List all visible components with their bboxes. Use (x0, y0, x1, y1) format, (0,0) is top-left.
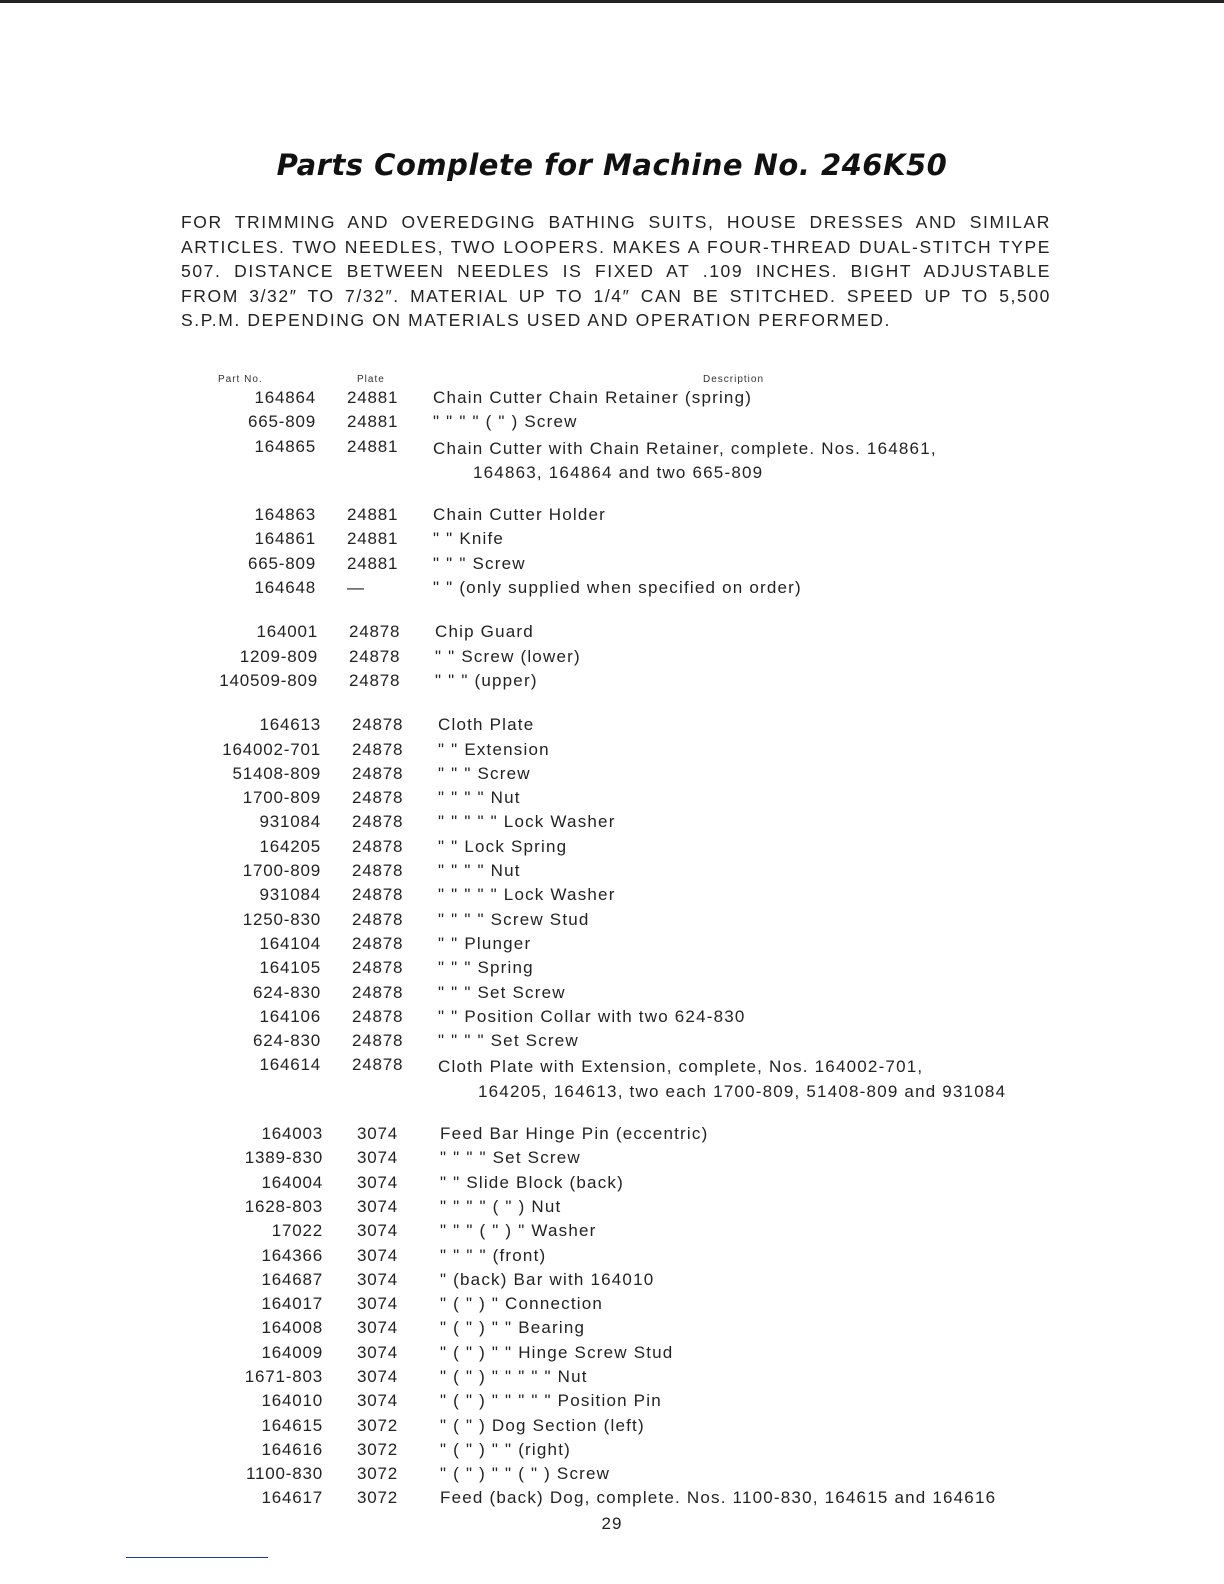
part-description: " " " Screw (433, 553, 526, 573)
part-description: " " Screw (lower) (435, 646, 581, 666)
part-number: 51408-809 (232, 763, 321, 783)
table-row (0, 1055, 1224, 1104)
part-number: 164008 (261, 1318, 323, 1338)
plate-number: 24878 (352, 1055, 404, 1075)
top-rule (0, 0, 1224, 3)
part-description: " " " Set Screw (438, 982, 566, 1002)
plate-number: 24878 (352, 861, 404, 881)
part-number: 1250-830 (242, 909, 321, 929)
table-row (0, 1031, 1224, 1055)
part-description (438, 1055, 1052, 1104)
table-row (0, 1318, 1224, 1342)
table-row (0, 388, 1224, 412)
part-number: 164004 (261, 1172, 323, 1192)
table-row (0, 1270, 1224, 1294)
part-number: 624-830 (253, 982, 321, 1002)
plate-number: 3072 (357, 1439, 399, 1459)
part-number: 164205 (259, 836, 321, 856)
column-header-plate: Plate (357, 374, 385, 385)
plate-number: — (347, 578, 365, 598)
part-description: Feed Bar Hinge Pin (eccentric) (440, 1124, 709, 1144)
plate-number: 24878 (352, 836, 404, 856)
table-row (0, 1367, 1224, 1391)
table-row (0, 1246, 1224, 1270)
part-number: 1671-803 (244, 1366, 323, 1386)
column-header-description: Description (703, 374, 765, 385)
table-row (0, 505, 1224, 529)
plate-number: 24878 (352, 1031, 404, 1051)
plate-number: 3074 (357, 1269, 399, 1289)
plate-number: 3074 (357, 1124, 399, 1144)
plate-number: 3072 (357, 1464, 399, 1484)
plate-number: 24881 (347, 412, 399, 432)
table-row (0, 578, 1224, 602)
table-row (0, 1343, 1224, 1367)
part-number: 164104 (259, 933, 321, 953)
part-description: " " " " Set Screw (440, 1148, 581, 1168)
part-number: 164863 (254, 505, 316, 525)
table-row (0, 671, 1224, 695)
plate-number: 24881 (347, 553, 399, 573)
part-description: " " Slide Block (back) (440, 1172, 624, 1192)
part-description: Chain Cutter Chain Retainer (spring) (433, 388, 753, 407)
plate-number: 24878 (352, 739, 404, 759)
part-description-continuation: 164205, 164613, two each 1700-809, 51408-809 and 931084 (478, 1081, 1007, 1101)
plate-number: 24878 (352, 812, 404, 832)
plate-number: 3074 (357, 1172, 399, 1192)
part-number: 164002-701 (222, 739, 321, 759)
part-description: " " " ( " ) " Washer (440, 1221, 597, 1241)
part-number: 164366 (261, 1245, 323, 1265)
part-number: 164017 (261, 1294, 323, 1314)
plate-number: 3072 (357, 1488, 399, 1508)
part-number: 164687 (261, 1269, 323, 1289)
plate-number: 3074 (357, 1342, 399, 1362)
plate-number: 3074 (357, 1245, 399, 1265)
part-description: " " (only supplied when specified on order) (433, 578, 802, 598)
table-row (0, 1464, 1224, 1488)
table-row (0, 1221, 1224, 1245)
plate-number: 24878 (352, 982, 404, 1002)
part-number: 164648 (254, 578, 316, 598)
part-description: " ( " ) Dog Section (left) (440, 1415, 645, 1435)
table-row (0, 885, 1224, 909)
part-number: 17022 (271, 1221, 323, 1241)
plate-number: 3074 (357, 1196, 399, 1216)
table-row (0, 764, 1224, 788)
part-number: 164106 (259, 1006, 321, 1026)
part-description: " " " " Screw Stud (438, 909, 590, 929)
table-row (0, 412, 1224, 436)
part-description: " ( " ) " " " " " Nut (440, 1366, 588, 1386)
machine-description: FOR TRIMMING AND OVEREDGING BATHING SUITS, HOUSE DRESSES AND SIMILAR ARTICLES. TWO NEEDLES, TWO LOOPERS. MAKES A FOUR-THREAD DUAL-STITCH TYPE 507. DISTANCE BETWEEN NEEDLES IS FIXED AT .109 INCHES. BIGHT ADJUSTABLE FROM 3/32″ TO 7/32″. MATERIAL UP TO 1/4″ CAN BE STITCHED. SPEED UP TO 5,500 S.P.M. DEPENDING ON MATERIALS USED AND OPERATION PERFORMED. (181, 212, 1051, 330)
table-row (0, 1124, 1224, 1148)
part-description: " " " " " Lock Washer (438, 812, 616, 832)
page-title: Parts Complete for Machine No. 246K50 (276, 148, 948, 182)
part-description: " " " " (front) (440, 1245, 547, 1265)
part-description: " (back) Bar with 164010 (440, 1269, 655, 1289)
part-description: " " Plunger (438, 933, 532, 953)
plate-number: 24878 (352, 885, 404, 905)
column-header-part-no: Part No. (218, 374, 263, 385)
table-row (0, 861, 1224, 885)
plate-number: 24878 (352, 1006, 404, 1026)
part-description: Chip Guard (435, 622, 534, 642)
part-description: " " " " ( " ) Screw (433, 412, 578, 432)
part-number: 164617 (261, 1488, 323, 1508)
table-row (0, 1007, 1224, 1031)
part-description: " " " Screw (438, 763, 531, 783)
bottom-rule (126, 1557, 268, 1558)
table-row (0, 1440, 1224, 1464)
part-description: " " " (upper) (435, 670, 538, 690)
part-number: 164009 (261, 1342, 323, 1362)
part-number: 164616 (261, 1439, 323, 1459)
table-row (0, 715, 1224, 739)
plate-number: 24878 (349, 670, 401, 690)
table-row (0, 622, 1224, 646)
part-number: 164861 (254, 529, 316, 549)
part-number: 164003 (261, 1124, 323, 1144)
plate-number: 3074 (357, 1148, 399, 1168)
part-number: 164105 (259, 958, 321, 978)
table-row (0, 934, 1224, 958)
part-number: 624-830 (253, 1031, 321, 1051)
part-description-continuation: 164863, 164864 and two 665-809 (473, 462, 764, 482)
plate-number: 24878 (352, 763, 404, 783)
part-number: 1628-803 (244, 1196, 323, 1216)
plate-number: 24878 (352, 933, 404, 953)
part-description: " ( " ) " " ( " ) Screw (440, 1464, 611, 1484)
plate-number: 24878 (352, 958, 404, 978)
table-row (0, 910, 1224, 934)
part-description: " " " " Set Screw (438, 1031, 579, 1051)
part-description (433, 437, 1047, 486)
part-number: 164614 (259, 1055, 321, 1075)
part-number: 665-809 (248, 412, 316, 432)
plate-number: 3074 (357, 1391, 399, 1411)
part-description: " " " " Nut (438, 788, 521, 808)
plate-number: 24881 (347, 505, 399, 525)
plate-number: 3072 (357, 1415, 399, 1435)
table-row (0, 529, 1224, 553)
part-description: " ( " ) " " Bearing (440, 1318, 586, 1338)
plate-number: 3074 (357, 1366, 399, 1386)
table-row (0, 1391, 1224, 1415)
table-row (0, 983, 1224, 1007)
part-description: " " Extension (438, 739, 550, 759)
plate-number: 24881 (347, 388, 399, 407)
part-description: Cloth Plate (438, 715, 535, 735)
part-description: " " " " ( " ) Nut (440, 1196, 562, 1216)
table-row (0, 1488, 1224, 1512)
part-description: " ( " ) " " " " " Position Pin (440, 1391, 662, 1411)
table-row (0, 647, 1224, 671)
table-row (0, 554, 1224, 578)
part-number: 164864 (254, 388, 316, 407)
part-number: 665-809 (248, 553, 316, 573)
plate-number: 24881 (347, 436, 399, 456)
part-number: 1389-830 (244, 1148, 323, 1168)
part-number: 931084 (259, 812, 321, 832)
part-description: " " " Spring (438, 958, 534, 978)
part-number: 140509-809 (219, 670, 318, 690)
part-description: " " Lock Spring (438, 836, 568, 856)
plate-number: 24878 (349, 622, 401, 642)
table-row (0, 740, 1224, 764)
plate-number: 24881 (347, 529, 399, 549)
table-row (0, 1173, 1224, 1197)
part-number: 1700-809 (242, 861, 321, 881)
part-description: " ( " ) " " (right) (440, 1439, 571, 1459)
part-number: 931084 (259, 885, 321, 905)
table-row (0, 1197, 1224, 1221)
table-row (0, 837, 1224, 861)
page-number: 29 (601, 1514, 623, 1533)
part-number: 1100-830 (246, 1464, 323, 1484)
part-description: Feed (back) Dog, complete. Nos. 1100-830, 164615 and 164616 (440, 1488, 997, 1508)
parts-table (0, 388, 1224, 1513)
part-description: " " " " Nut (438, 861, 521, 881)
part-number: 1209-809 (239, 646, 318, 666)
table-row (0, 1148, 1224, 1172)
table-row (0, 812, 1224, 836)
plate-number: 3074 (357, 1318, 399, 1338)
part-number: 164865 (254, 436, 316, 456)
part-description: " " Knife (433, 529, 505, 549)
part-description: Chain Cutter Holder (433, 505, 607, 525)
part-description-line: Cloth Plate with Extension, complete, Nos. 164002-701, (438, 1057, 924, 1077)
table-row (0, 1294, 1224, 1318)
part-number: 164001 (256, 622, 318, 642)
part-description: " " Position Collar with two 624-830 (438, 1006, 746, 1026)
table-row (0, 788, 1224, 812)
part-description-line: Chain Cutter with Chain Retainer, complete. Nos. 164861, (433, 438, 937, 458)
plate-number: 24878 (352, 788, 404, 808)
plate-number: 24878 (352, 909, 404, 929)
part-number: 1700-809 (242, 788, 321, 808)
part-number: 164010 (261, 1391, 323, 1411)
part-number: 164613 (259, 715, 321, 735)
plate-number: 24878 (349, 646, 401, 666)
plate-number: 3074 (357, 1294, 399, 1314)
part-description: " ( " ) " " Hinge Screw Stud (440, 1342, 674, 1362)
part-description: " " " " " Lock Washer (438, 885, 616, 905)
part-number: 164615 (261, 1415, 323, 1435)
table-row (0, 958, 1224, 982)
part-description: " ( " ) " Connection (440, 1294, 604, 1314)
plate-number: 3074 (357, 1221, 399, 1241)
plate-number: 24878 (352, 715, 404, 735)
table-row (0, 437, 1224, 486)
table-row (0, 1416, 1224, 1440)
